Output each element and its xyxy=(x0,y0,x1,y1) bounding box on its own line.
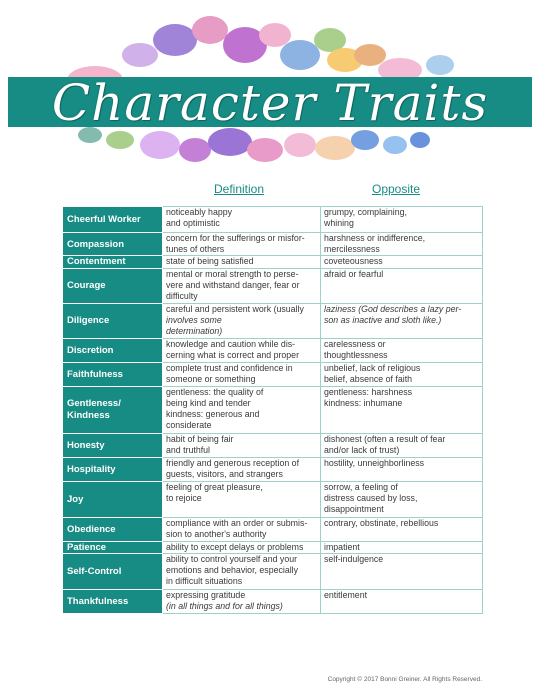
trait-opposite xyxy=(321,517,483,541)
trait-opposite xyxy=(321,268,483,303)
trait-name: Courage xyxy=(63,268,163,303)
trait-name: Diligence xyxy=(63,303,163,338)
trait-opposite xyxy=(321,207,483,233)
trait-row xyxy=(63,457,483,481)
trait-definition xyxy=(163,233,321,256)
definition-line: vere and withstand danger, fear or xyxy=(166,279,300,290)
trait-definition xyxy=(163,268,321,303)
trait-definition xyxy=(163,541,321,553)
definition-line: considerate xyxy=(166,420,212,431)
trait-definition xyxy=(163,386,321,433)
opposite-line: gentleness: harshness xyxy=(324,386,413,397)
copyright: Copyright © 2017 Bonni Greiner. All Rights Reserved. xyxy=(327,676,482,683)
opposite-line: harshness or indifference, xyxy=(324,233,426,243)
opposite-line: laziness (God describes a lazy per- xyxy=(324,303,462,314)
trait-name: Patience xyxy=(63,541,163,553)
trait-definition xyxy=(163,589,321,613)
trait-row xyxy=(63,433,483,457)
trait-row xyxy=(63,233,483,256)
definition-line: gentleness: the quality of xyxy=(166,386,264,397)
trait-name: Thankfulness xyxy=(63,589,163,613)
definition-line: to rejoice xyxy=(166,492,202,503)
opposite-line: contrary, obstinate, rebellious xyxy=(324,517,439,528)
definition-line: kindness: generous and xyxy=(166,409,260,420)
opposite-line: mercilessness xyxy=(324,244,380,255)
opposite-line: carelessness or xyxy=(324,338,386,349)
definition-line: complete trust and confidence in xyxy=(166,362,293,373)
definition-line: determination) xyxy=(166,326,223,337)
trait-row xyxy=(63,481,483,517)
definition-line: compliance with an order or submis- xyxy=(166,517,308,528)
traits-table xyxy=(62,206,483,614)
trait-opposite xyxy=(321,481,483,517)
definition-line: difficulty xyxy=(166,291,198,302)
opposite-line: coveteousness xyxy=(324,256,383,267)
definition-line: sion to another's authority xyxy=(166,528,267,539)
definition-line: expressing gratitude xyxy=(166,589,246,600)
trait-definition xyxy=(163,457,321,481)
trait-name: Honesty xyxy=(63,433,163,457)
trait-opposite xyxy=(321,338,483,362)
definition-line: mental or moral strength to perse- xyxy=(166,268,299,279)
trait-name: Faithfulness xyxy=(63,362,163,386)
trait-name: Cheerful Worker xyxy=(63,207,163,233)
trait-opposite xyxy=(321,233,483,256)
trait-row xyxy=(63,268,483,303)
opposite-line: thoughtlessness xyxy=(324,349,388,360)
opposite-line: kindness: inhumane xyxy=(324,397,403,408)
definition-line: ability to control yourself and your xyxy=(166,553,298,564)
definition-line: friendly and generous reception of xyxy=(166,457,300,468)
definition-line: concern for the sufferings or misfor- xyxy=(166,233,305,243)
opposite-line: sorrow, a feeling of xyxy=(324,481,398,492)
definition-line: cerning what is correct and proper xyxy=(166,349,299,360)
trait-row xyxy=(63,303,483,338)
trait-definition xyxy=(163,362,321,386)
trait-opposite xyxy=(321,303,483,338)
definition-line: and truthful xyxy=(166,444,211,455)
opposite-line: grumpy, complaining, xyxy=(324,207,407,217)
trait-row xyxy=(63,386,483,433)
opposite-column-header: Opposite xyxy=(372,182,421,196)
definition-line: someone or something xyxy=(166,373,256,384)
trait-name: Hospitality xyxy=(63,457,163,481)
opposite-line: unbelief, lack of religious xyxy=(324,362,421,373)
trait-name: Joy xyxy=(63,481,163,517)
trait-row xyxy=(63,553,483,589)
trait-opposite xyxy=(321,553,483,589)
opposite-line: and/or lack of trust) xyxy=(324,444,400,455)
opposite-line: disappointment xyxy=(324,504,384,515)
definition-line: noticeably happy xyxy=(166,207,233,217)
definition-line: (in all things and for all things) xyxy=(166,601,283,612)
opposite-line: impatient xyxy=(324,541,360,552)
trait-opposite xyxy=(321,433,483,457)
definition-line: habit of being fair xyxy=(166,433,234,444)
trait-row xyxy=(63,338,483,362)
page-title: Character Traits xyxy=(51,74,489,132)
trait-opposite xyxy=(321,541,483,553)
opposite-line: afraid or fearful xyxy=(324,268,384,279)
opposite-line: belief, absence of faith xyxy=(324,373,413,384)
trait-row xyxy=(63,517,483,541)
definition-line: guests, visitors, and strangers xyxy=(166,468,283,479)
trait-opposite xyxy=(321,457,483,481)
trait-opposite xyxy=(321,589,483,613)
trait-opposite xyxy=(321,386,483,433)
definition-line: careful and persistent work (usually xyxy=(166,303,304,314)
definition-line: being kind and tender xyxy=(166,397,251,408)
opposite-line: whining xyxy=(324,218,354,229)
definition-line: ability to except delays or problems xyxy=(166,541,304,552)
trait-definition xyxy=(163,303,321,338)
definition-line: state of being satisfied xyxy=(166,256,254,267)
definition-line: tunes of others xyxy=(166,244,225,255)
trait-definition xyxy=(163,338,321,362)
trait-name: Discretion xyxy=(63,338,163,362)
opposite-line: hostility, unneighborliness xyxy=(324,457,425,468)
trait-definition xyxy=(163,517,321,541)
definition-line: emotions and behavior, especially xyxy=(166,565,299,576)
opposite-line: self-indulgence xyxy=(324,553,384,564)
definition-line: involves some xyxy=(166,314,222,325)
trait-definition xyxy=(163,433,321,457)
trait-row xyxy=(63,589,483,613)
trait-definition xyxy=(163,481,321,517)
opposite-line: son as inactive and sloth like.) xyxy=(324,314,442,325)
trait-name: Gentleness/ Kindness xyxy=(63,386,163,433)
trait-name: Contentment xyxy=(63,256,163,268)
opposite-line: entitlement xyxy=(324,589,368,600)
opposite-line: dishonest (often a result of fear xyxy=(324,433,446,444)
trait-row xyxy=(63,207,483,233)
definition-line: in difficult situations xyxy=(166,576,243,587)
trait-definition xyxy=(163,553,321,589)
trait-opposite xyxy=(321,256,483,268)
trait-definition xyxy=(163,256,321,268)
definition-column-header: Definition xyxy=(214,182,265,196)
trait-row xyxy=(63,256,483,268)
trait-row xyxy=(63,541,483,553)
definition-line: knowledge and caution while dis- xyxy=(166,338,296,349)
trait-name: Self-Control xyxy=(63,553,163,589)
definition-line: feeling of great pleasure, xyxy=(166,481,263,492)
trait-name: Obedience xyxy=(63,517,163,541)
trait-definition xyxy=(163,207,321,233)
definition-line: and optimistic xyxy=(166,218,220,229)
opposite-line: distress caused by loss, xyxy=(324,492,418,503)
trait-row xyxy=(63,362,483,386)
trait-opposite xyxy=(321,362,483,386)
trait-name: Compassion xyxy=(63,233,163,256)
